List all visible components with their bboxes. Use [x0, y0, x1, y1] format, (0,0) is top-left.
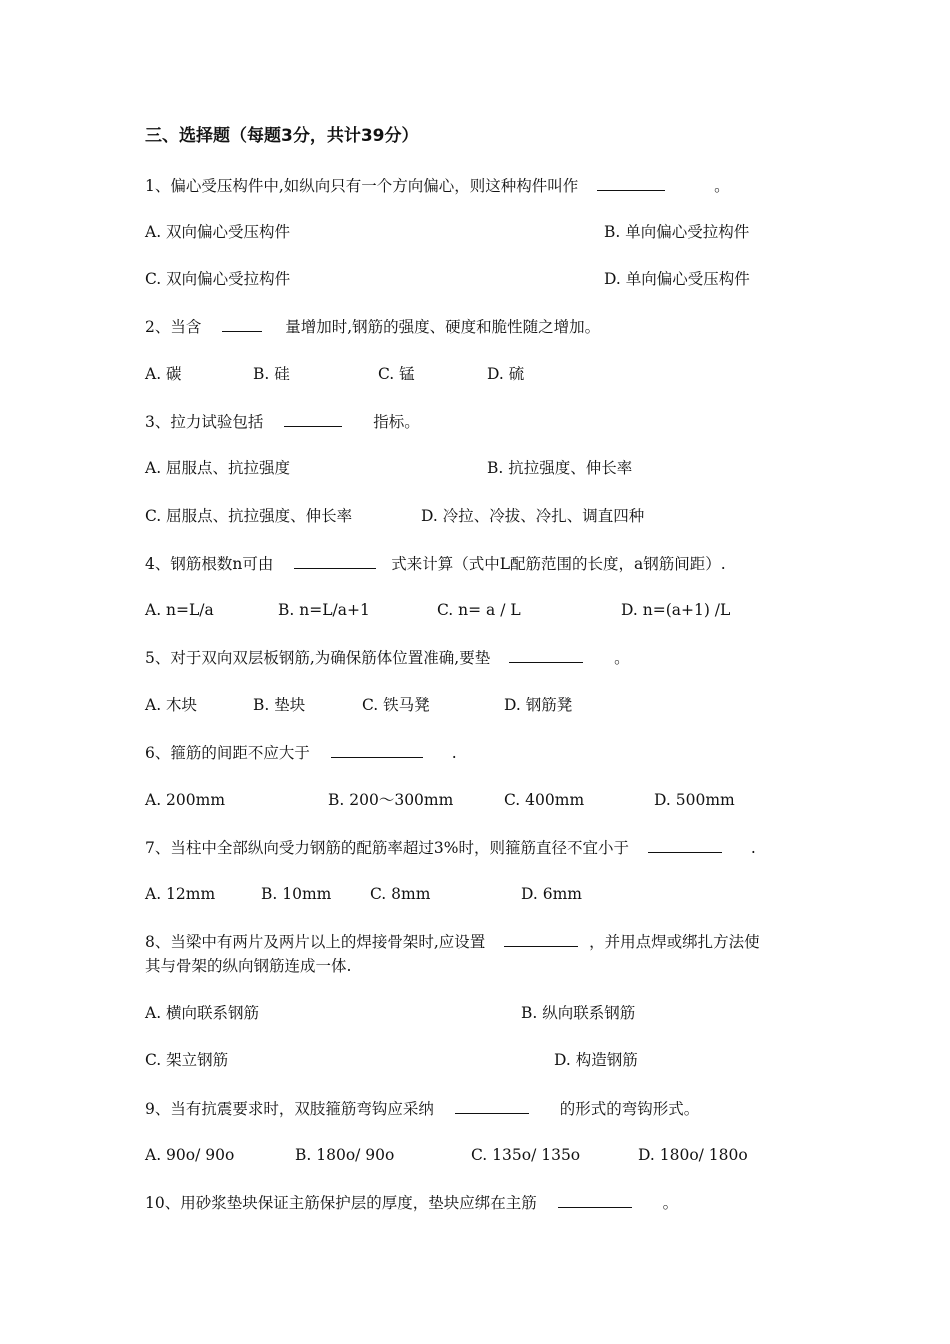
option-c: C. 双向偏心受拉构件	[145, 270, 291, 288]
option-b: B. 200～300mm	[328, 791, 454, 809]
question-9	[145, 1098, 699, 1119]
question-5	[145, 647, 630, 668]
option-a: A. 屈服点、抗拉强度	[145, 459, 291, 477]
answer-blank	[504, 931, 578, 947]
option-a: A. 90o/ 90o	[145, 1146, 235, 1164]
option-c: C. 铁马凳	[362, 696, 430, 714]
answer-blank	[648, 837, 722, 853]
answer-blank	[597, 175, 665, 191]
question-text: 9、当有抗震要求时，双肢箍筋弯钩应采纳	[145, 1100, 434, 1118]
question-text: 8、当梁中有两片及两片以上的焊接骨架时,应设置	[145, 933, 486, 951]
option-c: C. 锰	[378, 365, 415, 383]
answer-blank	[222, 316, 262, 332]
question-text-tail: 。	[714, 177, 730, 195]
option-c: C. 屈服点、抗拉强度、伸长率	[145, 507, 353, 525]
question-text: 2、当含	[145, 318, 202, 336]
question-text: 4、钢筋根数n可由	[145, 555, 274, 573]
answer-blank	[455, 1098, 529, 1114]
answer-blank	[331, 742, 423, 758]
question-text-tail: .	[451, 744, 457, 762]
question-1	[145, 175, 730, 196]
option-a: A. 12mm	[145, 885, 216, 903]
option-b: B. 纵向联系钢筋	[521, 1004, 636, 1022]
option-b: B. 抗拉强度、伸长率	[487, 459, 633, 477]
option-b: B. 单向偏心受拉构件	[604, 223, 750, 241]
option-d: D. 钢筋凳	[504, 696, 573, 714]
question-text-tail: 。	[662, 1194, 679, 1212]
question-7	[145, 837, 756, 858]
option-c: C. 架立钢筋	[145, 1051, 229, 1069]
question-6	[145, 742, 457, 763]
option-b: B. 硅	[253, 365, 290, 383]
option-a: A. 双向偏心受压构件	[145, 223, 291, 241]
option-d: D. 硫	[487, 365, 525, 383]
answer-blank	[558, 1192, 632, 1208]
question-4	[145, 553, 726, 574]
option-a: A. 木块	[145, 696, 198, 714]
option-b: B. 垫块	[253, 696, 306, 714]
question-text: 1、偏心受压构件中,如纵向只有一个方向偏心，则这种构件叫作	[145, 177, 579, 195]
question-text: 7、当柱中全部纵向受力钢筋的配筋率超过3%时，则箍筋直径不宜小于	[145, 839, 629, 857]
option-d: D. 构造钢筋	[554, 1051, 638, 1069]
option-b: B. 180o/ 90o	[295, 1146, 395, 1164]
question-text-tail: 式来计算（式中L配筋范围的长度，a钢筋间距）.	[391, 555, 726, 573]
option-b: B. n=L/a+1	[278, 601, 370, 619]
question-text: 3、拉力试验包括	[145, 413, 264, 431]
option-d: D. n=(a+1) /L	[621, 601, 731, 619]
option-a: A. 碳	[145, 365, 182, 383]
option-a: A. 横向联系钢筋	[145, 1004, 260, 1022]
question-8	[145, 931, 760, 952]
answer-blank	[284, 411, 342, 427]
answer-blank	[294, 553, 376, 569]
question-text-tail: 指标。	[373, 413, 420, 431]
option-d: D. 冷拉、冷拔、冷扎、调直四种	[421, 507, 645, 525]
option-c: C. 135o/ 135o	[471, 1146, 581, 1164]
question-text: 5、对于双向双层板钢筋,为确保筋体位置准确,要垫	[145, 649, 491, 667]
option-c: C. 8mm	[370, 885, 431, 903]
section-title: 三、选择题（每题3分，共计39分）	[145, 126, 419, 146]
option-d: D. 单向偏心受压构件	[604, 270, 750, 288]
option-a: A. n=L/a	[145, 601, 214, 619]
option-c: C. 400mm	[504, 791, 585, 809]
question-text-tail: 。	[614, 649, 630, 667]
question-3	[145, 411, 420, 432]
question-2	[145, 316, 600, 337]
option-d: D. 6mm	[521, 885, 582, 903]
question-8-continuation: 其与骨架的纵向钢筋连成一体.	[145, 957, 352, 975]
option-d: D. 500mm	[654, 791, 735, 809]
option-b: B. 10mm	[261, 885, 332, 903]
question-text-tail: 的形式的弯钩形式。	[559, 1100, 700, 1118]
answer-blank	[509, 647, 583, 663]
question-text-tail: .	[750, 839, 756, 857]
question-text-tail: 量增加时,钢筋的强度、硬度和脆性随之增加。	[285, 318, 601, 336]
question-text: 10、用砂浆垫块保证主筋保护层的厚度，垫块应绑在主筋	[145, 1194, 537, 1212]
question-text: 6、箍筋的间距不应大于	[145, 744, 310, 762]
option-d: D. 180o/ 180o	[638, 1146, 748, 1164]
question-text-tail: ，并用点焊或绑扎方法使	[589, 933, 760, 951]
option-a: A. 200mm	[145, 791, 226, 809]
question-10	[145, 1192, 678, 1213]
option-c: C. n= a / L	[437, 601, 521, 619]
